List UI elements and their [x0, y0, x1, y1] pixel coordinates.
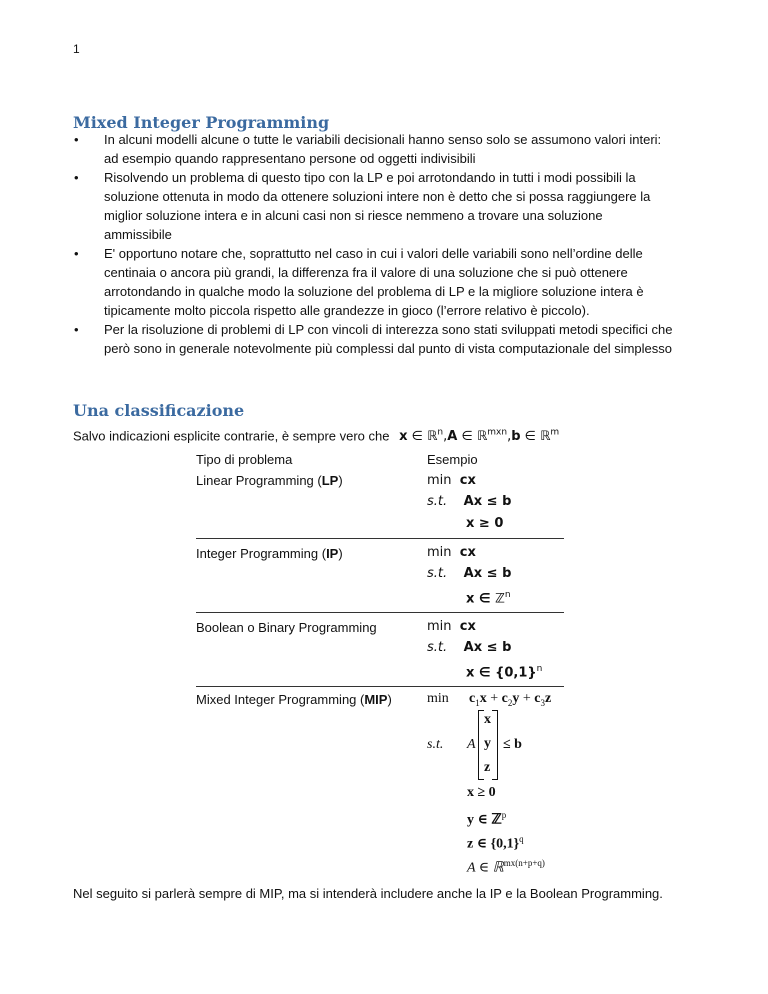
- list-item: • E' opportuno notare che, soprattutto nel caso in cui i valori delle variabili sono nell’ordine delle centinaia o ancora più grandi, la differenza fra il valore di una soluzione che si può ottenere arrotondando in qualche modo la soluzione del problema di LP e la migliore soluzione intera è tipicamente molto piccola rispetto alle grandezze in gioco (l’errore relativo è piccolo).: [73, 244, 673, 320]
- intro-formula: x ∈ ℝ$^n$,A ∈ ℝ$^{mxn}$,b ∈ ℝ$^m$: [399, 428, 560, 445]
- closing-paragraph: Nel seguito si parlerà sempre di MIP, ma si intenderà includere anche la IP e la Boolean Programming.: [73, 886, 663, 901]
- mip-min: min: [427, 691, 449, 706]
- lp-objective: min cx: [427, 473, 476, 488]
- lp-constraint: s.t. Ax ≤ b: [427, 494, 512, 509]
- row-label-lp: Linear Programming (LP): [196, 473, 343, 488]
- vector-z: z: [484, 760, 491, 775]
- table-divider: [196, 686, 564, 687]
- mip-matrix-a: A: [467, 737, 476, 752]
- lp-nonneg: x ≥ 0: [466, 516, 504, 531]
- mip-z-binary: z ∈ $\{0,1\}^q$: [467, 834, 524, 852]
- mip-y-integer: y ∈ ℤ$^p$: [467, 810, 507, 828]
- ip-objective: min cx: [427, 545, 476, 560]
- page-number: 1: [73, 42, 80, 56]
- boolean-constraint: s.t. Ax ≤ b: [427, 640, 512, 655]
- classification-intro: [73, 428, 559, 444]
- mip-leq-b: ≤ b: [503, 737, 522, 752]
- row-label-ip: Integer Programming (IP): [196, 546, 343, 561]
- boolean-domain: x ∈ $\{0,1\}^n$: [466, 664, 543, 681]
- mip-st: s.t.: [427, 737, 444, 752]
- right-bracket: [492, 710, 498, 780]
- vector-x: x: [484, 712, 491, 727]
- column-header-tipo: Tipo di problema: [196, 452, 293, 467]
- ip-constraint: s.t. Ax ≤ b: [427, 566, 512, 581]
- list-item: • In alcuni modelli alcune o tutte le variabili decisionali hanno senso solo se assumono valori interi: ad esempio quando rappresentano persone od oggetti indivisibili: [73, 130, 673, 168]
- vector-y: y: [484, 736, 491, 751]
- row-label-boolean: Boolean o Binary Programming: [196, 620, 377, 635]
- mip-a-domain: A ∈ ℝ$^{mx(n+p+q)}$: [467, 858, 545, 876]
- mip-bullet-list: [73, 130, 673, 358]
- mip-objective: $c_1x + c_2y + c_3z$: [469, 691, 552, 708]
- boolean-objective: min cx: [427, 619, 476, 634]
- mip-x-nonneg: x ≥ 0: [467, 785, 496, 800]
- section-title-classification: Una classificazione: [73, 401, 245, 420]
- section-title-mip: Mixed Integer Programming: [73, 113, 330, 132]
- intro-text: Salvo indicazioni esplicite contrarie, è sempre vero che: [73, 428, 390, 444]
- table-divider: [196, 538, 564, 539]
- ip-integrality: x ∈ ℤ$^n$: [466, 590, 511, 607]
- column-header-esempio: Esempio: [427, 452, 478, 467]
- table-divider: [196, 612, 564, 613]
- list-item: • Risolvendo un problema di questo tipo con la LP e poi arrotondando in tutti i modi possibili la soluzione ottenuta in modo da ottenere soluzioni intere non è detto che si possa raggiungere la miglior soluzione intera e in alcuni casi non si riesce nemmeno a trovare una soluzione ammissibile: [73, 168, 673, 244]
- list-item: • Per la risoluzione di problemi di LP con vincoli di interezza sono stati sviluppati metodi specifici che però sono in generale notevolmente più complessi dal punto di vista computazionale del simplesso: [73, 320, 673, 358]
- row-label-mip: Mixed Integer Programming (MIP): [196, 692, 392, 707]
